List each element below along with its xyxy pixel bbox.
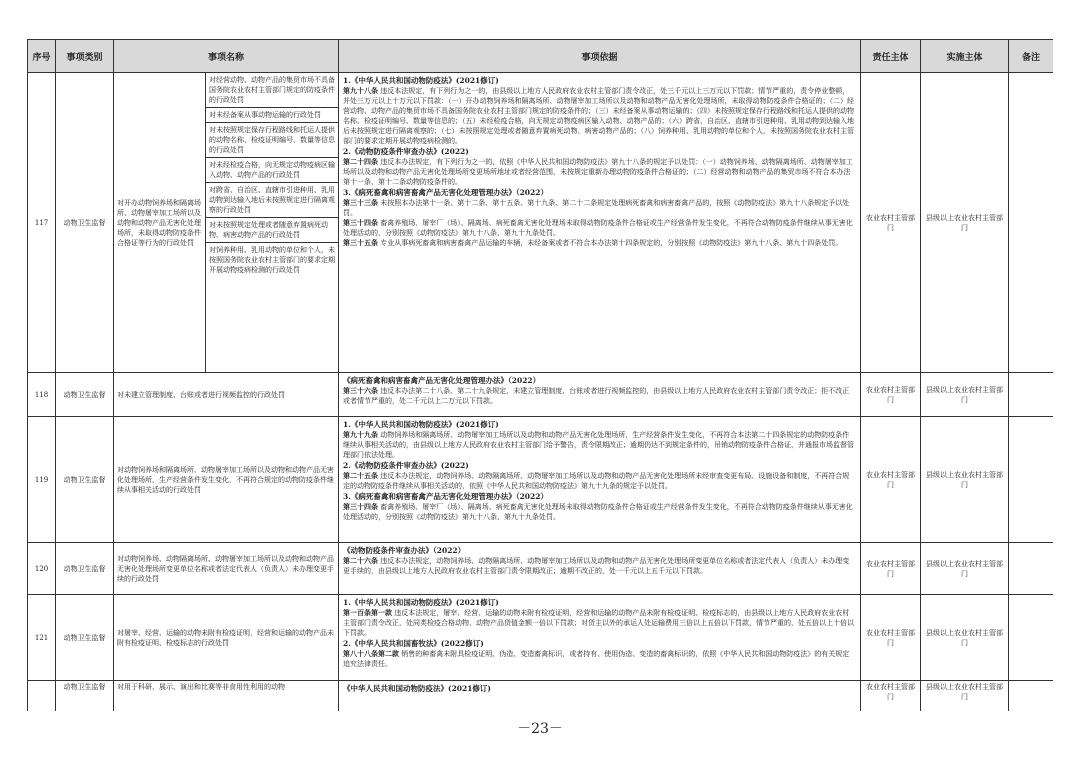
row-category: 动物卫生监督 [56, 417, 114, 543]
law-title: 1.《中华人民共和国动物防疫法》(2021修订) [343, 420, 499, 429]
law-title: 2.《动物防疫条件审查办法》(2022) [343, 147, 469, 156]
row-executor: 县级以上农业农村主管部门 [921, 417, 1009, 543]
table-row [28, 373, 1054, 417]
row-remark [1009, 73, 1053, 373]
clause-text: 违反本办法规定，动物饲养场、动物隔离场所、动物屠宰加工场所以及动物和动物产品无害化处理场所未经审查变更布局、设施设备和制度，不再符合规定的动物防疫条件继续从事相关活动的，依照《中华人民共和国动物防疫法》第九十九条的规定予以处罚。 [343, 472, 850, 490]
clause-head: 第八十八条第二款 [343, 649, 400, 658]
sub-item: 对跨省、自治区、直辖市引进种用、乳用动物到达输入地后未按照规定进行隔离观察的行政处罚 [206, 183, 338, 218]
clause-head: 第九十八条 [343, 86, 379, 95]
row-executor: 县级以上农业农村主管部门 [921, 595, 1009, 681]
clause-head: 第三十四条 [343, 218, 379, 227]
row-category: 动物卫生监督 [56, 595, 114, 681]
row-name: 对开办动物饲养场和隔离场所、动物屠宰加工场所以及动物和动物产品无害化处理场所，未取得动物防疫条件合格证等行为的行政处罚 [114, 73, 206, 373]
clause-head: 第一百条第一款 [343, 608, 393, 617]
law-title: 1.《中华人民共和国动物防疫法》(2021修订) [343, 76, 499, 85]
law-title: 《动物防疫条件审查办法》（2022） [343, 546, 466, 555]
row-no: 117 [28, 73, 56, 373]
clause-head: 第二十六条 [343, 556, 379, 565]
row-executor: 县级以上农业农村主管部门 [921, 681, 1009, 712]
row-subject: 农业农村主管部门 [861, 373, 921, 417]
law-title: 2.《中华人民共和国畜牧法》(2022修订) [343, 639, 484, 648]
header-executor: 实施主体 [921, 40, 1009, 73]
row-basis [339, 373, 861, 417]
clause-text: 违反本办法规定，有下列行为之一的，依照《中华人民共和国动物防疫法》第九十八条的规定予以处罚：（一）动物饲养场、动物隔离场所、动物屠宰加工场所以及动物和动物产品无害化处理场所变更场所地址或者经营范围，未按规定重新办理动物防疫条件合格证的；（二）经营动物和动物产品的集贸市场不符合本办法第十一条、第十二条动物防疫条件的。 [343, 158, 853, 186]
clause-text: 销售的种畜禽未附具检疫证明、伪造、变造畜禽标识，或者持有、使用伪造、变造的畜禽标识的，依照《中华人民共和国动物防疫法》的有关规定追究法律责任。 [343, 650, 850, 668]
row-category: 动物卫生监督 [56, 543, 114, 595]
row-name: 对用于科研、展示、演出和比赛等非食用性利用的动物 [114, 681, 339, 712]
clause-text: 违反本办法规定，动物饲养场、动物隔离场所、动物屠宰加工场所以及动物和动物产品无害化处理场所变更单位名称或者法定代表人（负责人）未办理变更手续的，由县级以上地方人民政府农业农村主管部门责令限期改正；逾期不改正的，处一千元以上五千元以下罚款。 [343, 557, 850, 575]
row-remark [1009, 373, 1053, 417]
header-name: 事项名称 [114, 40, 339, 73]
page-number: －23－ [517, 721, 563, 737]
row-executor: 县级以上农业农村主管部门 [921, 543, 1009, 595]
sub-item: 对未按照规定保存行程路线和托运人提供的动物名称、检疫证明编号、数量等信息的行政处罚 [206, 123, 338, 158]
row-basis [339, 595, 861, 681]
regulation-table [27, 39, 1053, 711]
row-subject: 农业农村主管部门 [861, 681, 921, 712]
row-name: 对动物饲养场和隔离场所、动物屠宰加工场所以及动物和动物产品无害化处理场所，生产经营条件发生变化，不再符合规定的动物防疫条件继续从事相关活动的行政处罚 [114, 417, 339, 543]
sub-item: 对未经检疫合格，向无规定动物疫病区输入动物、动物产品的行政处罚 [206, 158, 338, 183]
row-no: 120 [28, 543, 56, 595]
header-basis: 事项依据 [339, 40, 861, 73]
row-no: 119 [28, 417, 56, 543]
table-row [28, 681, 1054, 712]
clause-head: 第二十四条 [343, 157, 379, 166]
row-executor: 县级以上农业农村主管部门 [921, 373, 1009, 417]
clause-head: 第九十九条 [343, 430, 379, 439]
table-row [28, 73, 1054, 373]
row-category: 动物卫生监督 [56, 373, 114, 417]
table-row [28, 543, 1054, 595]
header-subject: 责任主体 [861, 40, 921, 73]
sub-item: 对未经备案从事动物运输的行政处罚 [206, 108, 338, 123]
table-row [28, 595, 1054, 681]
clause-text: 专业从事病死畜禽和病害畜禽产品运输的车辆，未经备案或者不符合本办法第十四条规定的，分别按照《动物防疫法》第九十八条、第九十四条处罚。 [380, 239, 843, 247]
clause-text: 违反本法规定，屠宰、经营、运输的动物未附有检疫证明，经营和运输的动物产品未附有检疫证明、检疫标志的，由县级以上地方人民政府农业农村主管部门责令改正，处同类检疫合格动物、动物产品货值金额一倍以下罚款；对货主以外的承运人处运输费用三倍以上五倍以下罚款，情节严重的，处五倍以上十倍以下罚款。 [343, 609, 855, 637]
clause-head: 第三十六条 [343, 386, 379, 395]
row-basis [339, 73, 861, 373]
law-title: 3.《病死畜禽和病害畜禽产品无害化处理管理办法》（2022） [343, 492, 548, 501]
clause-head: 第三十三条 [343, 198, 379, 207]
law-title: 3.《病死畜禽和病害畜禽产品无害化处理管理办法》（2022） [343, 188, 548, 197]
row-category: 动物卫生监督 [56, 681, 114, 712]
clause-text: 畜禽养殖场、屠宰厂（场）、隔离场、病死畜禽无害化处理场未取得动物防疫条件合格证或生产经营条件发生变化，不再符合动物防疫条件继续从事无害化处理活动的，分别按照《动物防疫法》第九十八条、第九十九条处罚。 [343, 219, 853, 237]
law-title: 《病死畜禽和病害畜禽产品无害化处理管理办法》（2022） [343, 376, 541, 385]
clause-text: 未按照本办法第十一条、第十二条、第十五条、第十九条、第二十二条规定处理病死畜禽和病害畜禽产品的，按照《动物防疫法》第九十八条规定予以处罚。 [343, 199, 850, 217]
sub-item: 对经营动物、动物产品的集贸市场不具备国务院农业农村主管部门规定的防疫条件的行政处罚 [206, 73, 338, 108]
row-sub-items [206, 73, 339, 373]
row-basis [339, 681, 861, 712]
row-basis [339, 543, 861, 595]
header-remark: 备注 [1009, 40, 1053, 73]
clause-text: 违反本办法第二十八条、第二十九条规定，未建立管理制度、台账或者进行视频监控的，由县级以上地方人民政府农业农村主管部门责令改正；拒不改正或者情节严重的，处二千元以上二万元以下罚款。 [343, 387, 850, 405]
table-row [28, 417, 1054, 543]
row-remark [1009, 595, 1053, 681]
row-no: 118 [28, 373, 56, 417]
row-subject: 农业农村主管部门 [861, 543, 921, 595]
header-category: 事项类别 [56, 40, 114, 73]
row-remark [1009, 417, 1053, 543]
row-name: 对未建立管理制度、台账或者进行视频监控的行政处罚 [114, 373, 339, 417]
sub-item: 对饲养种用、乳用动物的单位和个人，未按照国务院农业农村主管部门的要求定期开展动物疫病检测的行政处罚 [209, 246, 335, 274]
law-title: 1.《中华人民共和国动物防疫法》(2021修订) [343, 598, 499, 607]
header-no: 序号 [28, 40, 56, 73]
row-category: 动物卫生监督 [56, 73, 114, 373]
law-title: 《中华人民共和国动物防疫法》(2021修订) [343, 684, 491, 693]
row-remark [1009, 681, 1053, 712]
clause-head: 第三十五条 [343, 238, 379, 247]
row-remark [1009, 543, 1053, 595]
row-no [28, 681, 56, 712]
clause-head: 第二十五条 [343, 471, 379, 480]
row-subject: 农业农村主管部门 [861, 73, 921, 373]
document-table-region [27, 39, 1053, 711]
row-no: 121 [28, 595, 56, 681]
sub-item: 对未按照规定处理或者随意弃置病死动物、病害动物产品的行政处罚 [206, 218, 338, 243]
row-subject: 农业农村主管部门 [861, 595, 921, 681]
clause-text: 畜禽养殖场、屠宰厂（场）、隔离场、病死畜禽无害化处理场未取得动物防疫条件合格证或生产经营条件发生变化，不再符合动物防疫条件继续从事无害化处理活动的，分别按照《动物防疫法》第九十八条、第九十九条处罚。 [343, 503, 853, 521]
table-header-row [28, 40, 1054, 73]
row-name: 对动物饲养场、动物隔离场所、动物屠宰加工场所以及动物和动物产品无害化处理场所变更单位名称或者法定代表人（负责人）未办理变更手续的行政处罚 [114, 543, 339, 595]
clause-text: 动物饲养场和隔离场所、动物屠宰加工场所以及动物和动物产品无害化处理场所，生产经营条件发生变化，不再符合本法第二十四条规定的动物防疫条件继续从事相关活动的，由县级以上地方人民政府农业农村主管部门给予警告，责令限期改正；逾期仍达不到规定条件的，吊销动物防疫条件合格证，并通报市场监督管理部门依法处理。 [343, 431, 855, 459]
clause-head: 第三十四条 [343, 502, 379, 511]
row-basis [339, 417, 861, 543]
row-name: 对屠宰、经营、运输的动物未附有检疫证明，经营和运输的动物产品未附有检疫证明、检疫标志的行政处罚 [114, 595, 339, 681]
row-subject: 农业农村主管部门 [861, 417, 921, 543]
row-executor: 县级以上农业农村主管部门 [921, 73, 1009, 373]
clause-text: 违反本法规定，有下列行为之一的，由县级以上地方人民政府农业农村主管部门责令改正，处三千元以上三万元以下罚款；情节严重的，责令停业整顿，并处三万元以上十万元以下罚款：（一）开办动物饲养场和隔离场所、动物屠宰加工场所以及动物和动物产品无害化处理场所，未取得动物防疫条件合格证的；（二）经营动物、动物产品的集贸市场不具备国务院农业农村主管部门规定的防疫条件的；（三）未经备案从事动物运输的；（四）未按照规定保存行程路线和托运人提供的动物名称、检疫证明编号、数量等信息的；（五）未经检疫合格，向无规定动物疫病区输入动物、动物产品的；（六）跨省、自治区、直辖市引进种用、乳用动物到达输入地后未按照规定进行隔离观察的；（七）未按照规定处理或者随意弃置病死动物、病害动物产品的；（八）饲养种用、乳用动物的单位和个人，未按照国务院农业农村主管部门的要求定期开展动物疫病检测的。 [343, 87, 855, 145]
law-title: 2.《动物防疫条件审查办法》(2022) [343, 461, 469, 470]
